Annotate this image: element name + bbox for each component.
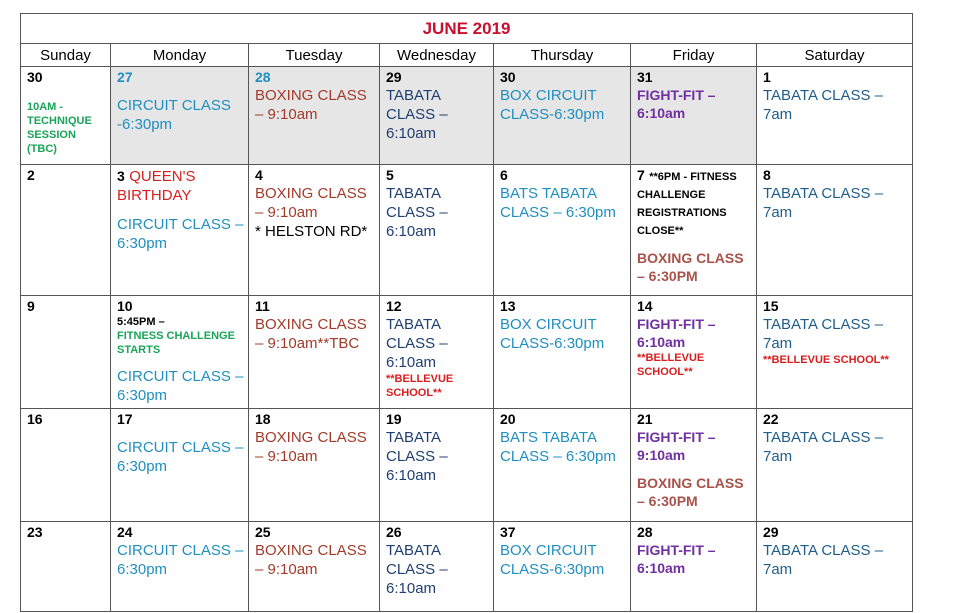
event-text: BOXING CLASS – 9:10am**TBC [255,316,367,352]
event-text: CIRCUIT CLASS -6:30pm [117,97,231,133]
day-number: 4 [255,167,263,183]
day-number: 29 [763,524,779,540]
day-cell[interactable] [21,409,111,522]
day-cell[interactable] [757,522,913,612]
day-number: 5 [386,167,394,183]
day-number: 24 [117,524,133,540]
day-cell[interactable] [21,522,111,612]
day-cell[interactable] [111,67,249,165]
day-cell[interactable] [757,165,913,296]
week-row [21,522,913,612]
day-number: 14 [637,298,653,314]
event-text: QUEEN'S BIRTHDAY [117,168,196,204]
event-text: TABATA CLASS – 6:10am [386,542,448,597]
day-cell[interactable] [249,522,380,612]
event-text: BOX CIRCUIT CLASS-6:30pm [500,87,605,123]
day-number: 28 [637,524,653,540]
day-cell[interactable] [494,67,631,165]
day-cell[interactable] [757,409,913,522]
day-cell[interactable] [249,409,380,522]
day-cell[interactable] [380,522,494,612]
day-number: 8 [763,167,771,183]
day-number: 16 [27,411,43,427]
day-number: 18 [255,411,271,427]
day-number: 29 [386,69,402,85]
event-text: 10AM - TECHNIQUE SESSION (TBC) [27,101,92,155]
weekday-header-monday: Monday [111,44,249,67]
day-number: 1 [763,69,771,85]
day-number: 27 [117,69,133,85]
weekday-header-wednesday: Wednesday [380,44,494,67]
event-text: FITNESS CHALLENGE STARTS [117,330,235,356]
event-text: TABATA CLASS – 7am [763,316,884,352]
day-number: 13 [500,298,516,314]
weekday-header-sunday: Sunday [21,44,111,67]
day-cell[interactable] [21,296,111,409]
week-row [21,165,913,296]
event-text: FIGHT-FIT – 6:10am [637,87,716,121]
day-cell[interactable] [380,296,494,409]
day-cell[interactable] [111,409,249,522]
week-row [21,296,913,409]
event-text: CIRCUIT CLASS – 6:30pm [117,542,244,578]
day-number: 37 [500,524,516,540]
event-text: TABATA CLASS – 7am [763,185,884,221]
day-number: 22 [763,411,779,427]
event-text: TABATA CLASS – 7am [763,87,884,123]
event-text: TABATA CLASS – 6:10am [386,316,448,371]
event-text: BOXING CLASS – 6:30PM [637,250,744,284]
day-number: 19 [386,411,402,427]
day-number: 11 [255,298,270,314]
day-cell[interactable] [494,165,631,296]
week-row [21,67,913,165]
event-text: BOXING CLASS – 6:30PM [637,475,744,509]
day-cell[interactable] [757,296,913,409]
event-text: BOX CIRCUIT CLASS-6:30pm [500,316,605,352]
event-text: TABATA CLASS – 7am [763,429,884,465]
day-cell[interactable] [249,296,380,409]
event-text: BOXING CLASS – 9:10am [255,429,367,465]
day-cell[interactable] [249,165,380,296]
event-text: CIRCUIT CLASS – 6:30pm [117,368,244,404]
day-cell[interactable] [380,165,494,296]
day-number: 31 [637,69,653,85]
event-text: TABATA CLASS – 6:10am [386,185,448,240]
day-number: 15 [763,298,779,314]
event-text: CIRCUIT CLASS – 6:30pm [117,216,244,252]
week-row [21,409,913,522]
event-text: BOXING CLASS – 9:10am [255,87,367,123]
day-cell[interactable] [21,165,111,296]
day-number: 28 [255,69,271,85]
day-number: 2 [27,167,35,183]
event-text: BOX CIRCUIT CLASS-6:30pm [500,542,605,578]
day-number: 17 [117,411,133,427]
event-text: **BELLEVUE SCHOOL** [637,352,705,378]
weekday-header-thursday: Thursday [494,44,631,67]
weekday-header-row [21,44,913,67]
day-number: 7 [637,167,645,183]
day-cell[interactable] [494,409,631,522]
day-number: 3 [117,168,125,184]
day-cell[interactable] [631,522,757,612]
event-text: CIRCUIT CLASS – 6:30pm [117,439,244,475]
day-cell[interactable] [21,67,111,165]
day-number: 23 [27,524,43,540]
day-cell[interactable] [631,165,757,296]
event-text: BOXING CLASS – 9:10am [255,542,367,578]
day-cell[interactable] [757,67,913,165]
event-text: FIGHT-FIT – 9:10am [637,429,716,463]
weekday-header-tuesday: Tuesday [249,44,380,67]
day-number: 6 [500,167,508,183]
day-cell[interactable] [631,67,757,165]
event-text: FIGHT-FIT – 6:10am [637,542,716,576]
event-text: **BELLEVUE SCHOOL** [386,373,454,399]
weekday-header-saturday: Saturday [757,44,913,67]
event-text: **6PM - FITNESS CHALLENGE REGISTRATIONS CLOSE** [637,171,737,237]
day-cell[interactable] [494,522,631,612]
event-text: * HELSTON RD* [255,223,368,240]
day-cell[interactable] [631,409,757,522]
day-cell[interactable] [494,296,631,409]
weekday-header-friday: Friday [631,44,757,67]
day-cell[interactable] [380,409,494,522]
day-number: 20 [500,411,516,427]
day-cell[interactable] [111,522,249,612]
day-cell[interactable] [631,296,757,409]
june-calendar [20,13,913,612]
day-number: 21 [637,411,653,427]
day-number: 26 [386,524,402,540]
event-text: TABATA CLASS – 6:10am [386,87,448,142]
day-number: 30 [500,69,516,85]
event-text: FIGHT-FIT – 6:10am [637,316,716,350]
day-cell[interactable] [380,67,494,165]
event-text: BATS TABATA CLASS – 6:30pm [500,185,616,221]
day-number: 12 [386,298,402,314]
event-text: **BELLEVUE SCHOOL** [763,354,889,366]
event-text: 5:45PM – [117,316,165,328]
event-text: BATS TABATA CLASS – 6:30pm [500,429,616,465]
day-cell[interactable] [111,296,249,409]
day-number: 25 [255,524,271,540]
event-text: TABATA CLASS – 6:10am [386,429,448,484]
calendar-weeks [21,67,913,612]
day-cell[interactable] [249,67,380,165]
event-text: BOXING CLASS – 9:10am [255,185,367,221]
calendar-title: JUNE 2019 [21,14,913,44]
day-number: 30 [27,69,43,85]
day-number: 9 [27,298,35,314]
day-number: 10 [117,298,133,314]
day-cell[interactable] [111,165,249,296]
event-text: TABATA CLASS – 7am [763,542,884,578]
